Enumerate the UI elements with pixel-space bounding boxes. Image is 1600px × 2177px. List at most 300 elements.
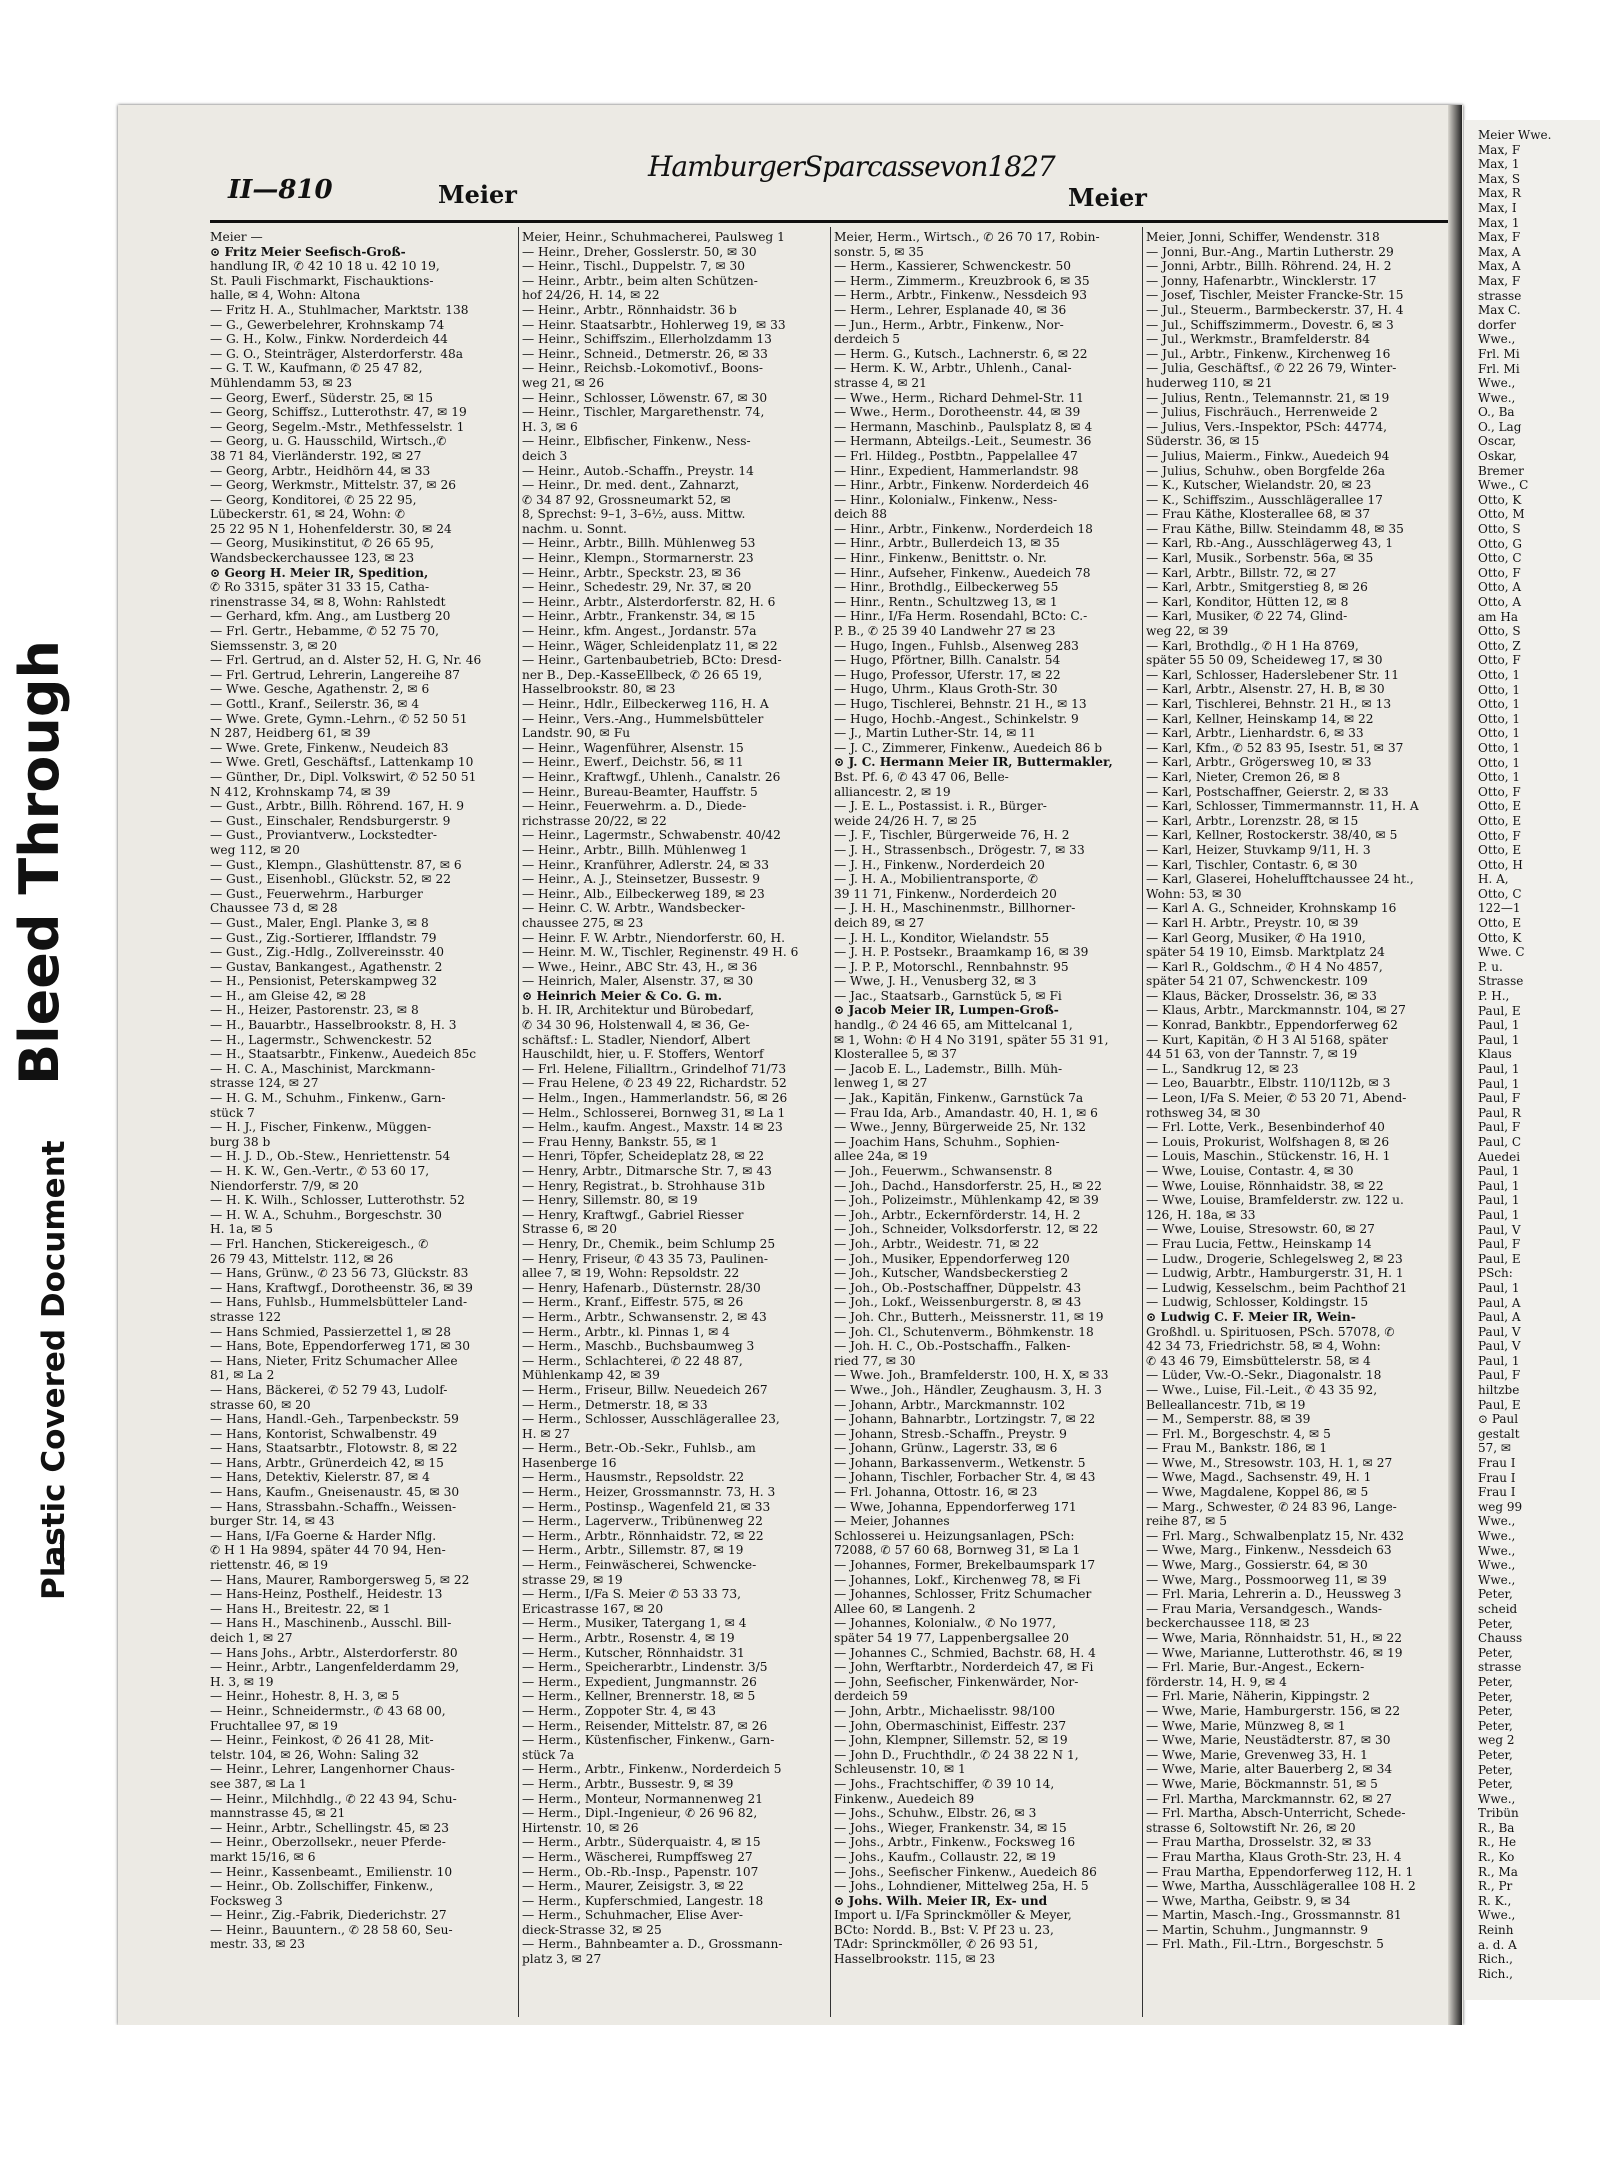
adjacent-page-entry: Otto, K xyxy=(1478,930,1522,945)
directory-entry: Chaussee 73 d, ✉ 28 xyxy=(210,901,338,916)
directory-entry: — Karl, Musiker, ✆ 22 74, Glind- xyxy=(1146,609,1348,624)
directory-entry: — Hans, Bäckerei, ✆ 52 79 43, Ludolf- xyxy=(210,1382,448,1397)
directory-entry: Fruchtallee 97, ✉ 19 xyxy=(210,1718,338,1733)
adjacent-page-entry: Peter, xyxy=(1478,1689,1513,1704)
directory-entry: — Johann, Arbtr., Marckmannstr. 102 xyxy=(834,1397,1066,1412)
adjacent-page-entry: Otto, F xyxy=(1478,828,1521,843)
directory-entry: — Wwe, Marg., Possmoorweg 11, ✉ 39 xyxy=(1146,1572,1387,1587)
directory-entry: — Wwe. Grete, Finkenw., Neudeich 83 xyxy=(210,740,449,755)
directory-entry: — Karl, Postschaffner, Geierstr. 2, ✉ 33 xyxy=(1146,784,1389,799)
directory-entry: — Herm., Detmerstr. 18, ✉ 33 xyxy=(522,1397,708,1412)
directory-entry: — Heinr. C. W. Arbtr., Wandsbecker- xyxy=(522,901,746,916)
adjacent-page-entry: Max, 1 xyxy=(1478,157,1520,172)
adjacent-page-entry: Otto, 1 xyxy=(1478,740,1520,755)
directory-entry: — Heinr., Hohestr. 8, H. 3, ✉ 5 xyxy=(210,1689,400,1704)
directory-entry: Großhdl. u. Spirituosen, PSch. 57078, ✆ xyxy=(1146,1324,1395,1339)
adjacent-page-entry: R., Ko xyxy=(1478,1850,1515,1865)
directory-entry: rinenstrasse 34, ✉ 8, Wohn: Rahlstedt xyxy=(210,594,446,609)
directory-entry: — Herm., Arbtr., Sillemstr. 87, ✉ 19 xyxy=(522,1543,744,1558)
directory-entry: — Joh. Cl., Schutenverm., Böhmkenstr. 18 xyxy=(834,1324,1094,1339)
bleed-through-label: Bleed Through xyxy=(8,640,71,1085)
directory-entry: — Heinr. F. W. Arbtr., Niendorferstr. 60, H. xyxy=(522,930,786,945)
directory-entry: — Herm., Schlachterei, ✆ 22 48 87, xyxy=(522,1353,743,1368)
directory-entry: — Johann, Bahnarbtr., Lortzingstr. 7, ✉ 22 xyxy=(834,1412,1096,1427)
directory-entry: — Herm., Arbtr., kl. Pinnas 1, ✉ 4 xyxy=(522,1324,730,1339)
directory-entry: — Hans Johs., Arbtr., Alsterdorferstr. 80 xyxy=(210,1645,458,1660)
adjacent-page-entry: Otto, 1 xyxy=(1478,682,1520,697)
adjacent-page-entry: Peter, xyxy=(1478,1704,1513,1719)
header-advertisement: HamburgerSparcassevon1827 xyxy=(648,150,1055,183)
directory-entry: — Hans, Staatsarbtr., Flotowstr. 8, ✉ 22 xyxy=(210,1441,458,1456)
directory-entry: — H. K. W., Gen.-Vertr., ✆ 53 60 17, xyxy=(210,1164,430,1178)
adjacent-page-entry: Paul, 1 xyxy=(1478,1280,1520,1295)
directory-entry: — Herm., Arbtr., Finkenw., Nessdeich 93 xyxy=(834,288,1087,303)
directory-entry: — Karl, Brothdlg., ✆ H 1 Ha 8769, xyxy=(1146,638,1359,653)
directory-entry: — Joh. Chr., Butterh., Meissnerstr. 11, ✉ 19 xyxy=(834,1309,1104,1324)
adjacent-page-entry: Otto, A xyxy=(1478,580,1522,595)
adjacent-page-entry: Otto, Z xyxy=(1478,638,1521,653)
directory-entry: Landstr. 90, ✉ Fu xyxy=(522,726,631,741)
adjacent-page-entry: Max, S xyxy=(1478,171,1521,186)
directory-entry: — Joh., Schneider, Volksdorferstr. 12, ✉ 22 xyxy=(834,1222,1099,1237)
directory-entry: Niendorferstr. 7/9, ✉ 20 xyxy=(210,1178,359,1193)
directory-entry: — Wwe. Gretl, Geschäftsf., Lattenkamp 10 xyxy=(210,755,474,770)
directory-entry: — Wwe., Heinr., ABC Str. 43, H., ✉ 36 xyxy=(522,959,758,974)
adjacent-page-entry: Frl. Mi xyxy=(1478,361,1520,376)
adjacent-page-entry: Rich., xyxy=(1478,1966,1513,1981)
directory-entry: — Herm., Kupferschmied, Langestr. 18 xyxy=(522,1893,764,1908)
directory-entry: — Hans, I/Fa Goerne & Harder Nflg. xyxy=(210,1528,437,1543)
adjacent-page-entry: Wwe., C xyxy=(1478,478,1529,493)
directory-column-1 xyxy=(210,230,516,1952)
directory-entry: — Wwe, Louise, Contastr. 4, ✉ 30 xyxy=(1146,1164,1354,1178)
directory-entry: — Helm., kaufm. Angest., Maxstr. 14 ✉ 23 xyxy=(522,1120,783,1135)
directory-entry: — Jul., Steuerm., Barmbeckerstr. 37, H. 4 xyxy=(1146,302,1404,317)
directory-entry: sonstr. 5, ✉ 35 xyxy=(834,244,924,259)
directory-entry: Hirtenstr. 10, ✉ 26 xyxy=(522,1820,639,1835)
adjacent-page-entry: Paul, 1 xyxy=(1478,1178,1520,1193)
directory-entry: — Wwe, Marie, Böckmannstr. 51, ✉ 5 xyxy=(1146,1776,1378,1791)
adjacent-page-entry: Wwe., xyxy=(1478,1529,1516,1543)
directory-entry: — Johs., Kaufm., Collaustr. 22, ✉ 19 xyxy=(834,1849,1056,1864)
adjacent-page-entry: dorfer xyxy=(1478,317,1516,332)
directory-entry: — Jacob E. L., Lademstr., Billh. Müh- xyxy=(834,1061,1063,1076)
directory-entry: hof 24/26, H. 14, ✉ 22 xyxy=(522,288,660,303)
directory-entry: — Hans, Kraftwgf., Dorotheenstr. 36, ✉ 39 xyxy=(210,1280,473,1295)
directory-entry: — Gust., Klempn., Glashüttenstr. 87, ✉ 6 xyxy=(210,857,462,872)
directory-entry: — J. H. P. Postsekr., Braamkamp 16, ✉ 39 xyxy=(834,945,1089,960)
directory-entry: — H., Pensionist, Peterskampweg 32 xyxy=(210,974,438,989)
directory-entry: — Frau M., Bankstr. 186, ✉ 1 xyxy=(1146,1441,1328,1456)
directory-entry: Hauschildt, hier, u. F. Stoffers, Wentorf xyxy=(522,1047,764,1062)
directory-entry: — Hinr., Brothdlg., Eilbeckerweg 55 xyxy=(834,580,1059,595)
adjacent-page-entry: Otto, F xyxy=(1478,784,1521,799)
directory-entry: — Wwe, Louise, Stresowstr. 60, ✉ 27 xyxy=(1146,1222,1375,1237)
directory-entry: strasse 6, Soltowstift Nr. 26, ✉ 20 xyxy=(1146,1820,1356,1835)
directory-entry: — Heinr., Bureau-Beamter, Hauffstr. 5 xyxy=(522,784,758,799)
directory-entry: — M., Semperstr. 88, ✉ 39 xyxy=(1146,1412,1311,1427)
directory-entry: — Martin, Schuhm., Jungmannstr. 9 xyxy=(1146,1922,1368,1937)
directory-entry: — J. C., Zimmerer, Finkenw., Auedeich 86 b xyxy=(834,740,1102,755)
directory-entry: — Helm., Ingen., Hammerlandstr. 56, ✉ 26 xyxy=(522,1091,788,1106)
directory-entry: — Gerhard, kfm. Ang., am Lustberg 20 xyxy=(210,609,451,624)
directory-entry: — Karl, Kellner, Heinskamp 14, ✉ 22 xyxy=(1146,711,1374,726)
adjacent-page-entry: am Ha xyxy=(1478,609,1518,624)
directory-entry: ried 77, ✉ 30 xyxy=(834,1353,916,1368)
directory-entry: H. 3, ✉ 19 xyxy=(210,1674,274,1689)
adjacent-page-entry: Paul, 1 xyxy=(1478,1193,1520,1208)
directory-entry: — Karl, Tischler, Contastr. 6, ✉ 30 xyxy=(1146,857,1358,872)
directory-entry: — Günther, Dr., Dipl. Volkswirt, ✆ 52 50 51 xyxy=(210,769,477,784)
adjacent-page-entry: Paul, F xyxy=(1478,1120,1521,1135)
directory-entry: ner B., Dep.-KasseEllbeck, ✆ 26 65 19, xyxy=(522,667,763,682)
directory-entry: — Julius, Vers.-Inspektor, PSch: 44774, xyxy=(1146,419,1388,434)
directory-entry: — H., am Gleise 42, ✉ 28 xyxy=(210,988,366,1003)
directory-entry: chaussee 275, ✉ 23 xyxy=(522,915,644,930)
directory-entry: — Wwe, J. H., Venusberg 32, ✉ 3 xyxy=(834,974,1037,989)
directory-entry: — Wwe, Johanna, Eppendorferweg 171 xyxy=(834,1499,1077,1514)
directory-entry: — Heinr., Schneidermstr., ✆ 43 68 00, xyxy=(210,1703,446,1718)
directory-entry: — Karl, Arbtr., Alsenstr. 27, H. B, ✉ 30 xyxy=(1146,682,1385,697)
directory-entry: — Jonny, Hafenarbtr., Wincklerstr. 17 xyxy=(1146,273,1377,288)
directory-entry: — Leon, I/Fa S. Meier, ✆ 53 20 71, Abend- xyxy=(1146,1091,1407,1106)
directory-entry: — Heinr., Elbfischer, Finkenw., Ness- xyxy=(522,434,751,449)
directory-entry: — Jak., Kapitän, Finkenw., Garnstück 7a xyxy=(834,1091,1084,1106)
directory-entry: BCto: Nordd. B., Bst: V. Pf 23 u. 23, xyxy=(834,1922,1054,1937)
directory-entry: — Heinr., Dr. med. dent., Zahnarzt, xyxy=(522,478,740,493)
directory-entry: Wohn: 53, ✉ 30 xyxy=(1146,886,1242,901)
directory-entry: stück 7a xyxy=(522,1747,575,1762)
directory-entry: — Henry, Hafenarb., Düsternstr. 28/30 xyxy=(522,1280,761,1295)
directory-entry: — Lüder, Vw.-O.-Sekr., Diagonalstr. 18 xyxy=(1146,1368,1382,1383)
directory-entry: — Herm., Heizer, Grossmannstr. 73, H. 3 xyxy=(522,1485,776,1500)
directory-entry: — Gust., Proviantverw., Lockstedter- xyxy=(210,828,437,843)
directory-entry: — Ludwig, Kesselschm., beim Pachthof 21 xyxy=(1146,1280,1408,1295)
adjacent-page-entry: Otto, S xyxy=(1478,624,1521,639)
directory-entry: 126, H. 18a, ✉ 33 xyxy=(1146,1207,1256,1222)
directory-entry: — Karl, Schlosser, Timmermannstr. 11, H. A xyxy=(1146,799,1419,814)
directory-entry: — Heinr., Ob. Zollschiffer, Finkenw., xyxy=(210,1879,434,1894)
adjacent-page-entry: Peter, xyxy=(1478,1718,1513,1733)
adjacent-page-entry: Wwe., xyxy=(1478,1558,1516,1573)
adjacent-page-entry: Wwe., xyxy=(1478,376,1516,391)
directory-entry: — Hinr., I/Fa Herm. Rosendahl, BCto: C.- xyxy=(834,609,1088,624)
adjacent-page-entry: Otto, 1 xyxy=(1478,697,1520,712)
directory-entry: — Hugo, Professor, Uferstr. 17, ✉ 22 xyxy=(834,667,1061,682)
directory-entry: — Joh., Arbtr., Weidestr. 71, ✉ 22 xyxy=(834,1236,1040,1251)
directory-entry: — Frau Lucia, Fettw., Heinskamp 14 xyxy=(1146,1236,1372,1251)
directory-entry: — Frl. Math., Fil.-Ltrn., Borgeschstr. 5 xyxy=(1146,1937,1384,1952)
directory-entry: — Herm., Musiker, Tatergang 1, ✉ 4 xyxy=(522,1616,747,1631)
directory-entry: Meier, Herm., Wirtsch., ✆ 26 70 17, Robin- xyxy=(834,230,1100,244)
directory-entry: — Johs., Arbtr., Finkenw., Focksweg 16 xyxy=(834,1835,1076,1850)
adjacent-page-entry: Peter, xyxy=(1478,1777,1513,1792)
directory-entry: — Herm., Kassierer, Schwenckestr. 50 xyxy=(834,259,1072,274)
adjacent-page-entry: R., Ma xyxy=(1478,1864,1518,1879)
directory-entry: riettenstr. 46, ✉ 19 xyxy=(210,1558,329,1573)
directory-entry: ✆ Ro 3315, später 31 33 15, Catha- xyxy=(210,580,430,595)
directory-entry: alliancestr. 2, ✉ 19 xyxy=(834,784,951,799)
directory-entry: — Heinr., Wäger, Schleidenplatz 11, ✉ 22 xyxy=(522,638,778,653)
adjacent-page-entry: Otto, H xyxy=(1478,857,1523,872)
directory-entry: — Herm., Küstenfischer, Finkenw., Garn- xyxy=(522,1733,775,1748)
directory-entry: — Herm. K. W., Arbtr., Uhlenh., Canal- xyxy=(834,361,1072,376)
directory-entry: St. Pauli Fischmarkt, Fischauktions- xyxy=(210,273,434,288)
directory-entry: weg 22, ✉ 39 xyxy=(1146,624,1229,639)
column-divider xyxy=(830,227,831,2017)
directory-entry: — Hinr., Rentn., Schultzweg 13, ✉ 1 xyxy=(834,594,1058,609)
directory-entry: — Herm., Friseur, Billw. Neuedeich 267 xyxy=(522,1382,768,1397)
directory-entry: handlung IR, ✆ 42 10 18 u. 42 10 19, xyxy=(210,259,440,274)
directory-entry: — Hans H., Maschinenb., Ausschl. Bill- xyxy=(210,1616,452,1631)
directory-entry: — Johs., Wieger, Frankenstr. 34, ✉ 15 xyxy=(834,1820,1067,1835)
directory-entry: — Hinr., Arbtr., Finkenw. Norderdeich 46 xyxy=(834,478,1089,493)
directory-entry: see 387, ✉ La 1 xyxy=(210,1776,307,1791)
directory-entry: — Heinr., Arbtr., Frankenstr. 34, ✉ 15 xyxy=(522,609,756,624)
directory-entry: — Wwe, Martha, Ausschlägerallee 108 H. 2 xyxy=(1146,1879,1416,1894)
directory-entry: — Karl Georg, Musiker, ✆ Ha 1910, xyxy=(1146,930,1366,945)
directory-entry: deich 89, ✉ 27 xyxy=(834,915,925,930)
adjacent-page-entry: a. d. A xyxy=(1478,1937,1517,1952)
directory-entry: — J. P. P., Motorschl., Rennbahnstr. 95 xyxy=(834,959,1069,974)
directory-entry: — Karl, Kellner, Rostockerstr. 38/40, ✉ 5 xyxy=(1146,828,1398,843)
directory-entry: — Henry, Kraftwgf., Gabriel Riesser xyxy=(522,1207,744,1222)
directory-entry: ⊙ Heinrich Meier & Co. G. m. xyxy=(522,988,723,1003)
directory-entry: förderstr. 14, H. 9, ✉ 4 xyxy=(1146,1674,1287,1689)
adjacent-page-entry: weg 2 xyxy=(1478,1733,1515,1748)
directory-entry: — Herm., Kutscher, Rönnhaidstr. 31 xyxy=(522,1645,745,1660)
directory-entry: — Hinr., Aufseher, Finkenw., Auedeich 78 xyxy=(834,565,1091,580)
adjacent-page-entry: Paul, F xyxy=(1478,1368,1521,1383)
directory-entry: — Wwe. Gesche, Agathenstr. 2, ✉ 6 xyxy=(210,682,430,697)
directory-entry: — Johann, Barkassenverm., Wetkenstr. 5 xyxy=(834,1455,1086,1470)
directory-entry: — Herm., Betr.-Ob.-Sekr., Fuhlsb., am xyxy=(522,1441,756,1456)
directory-entry: derdeich 5 xyxy=(834,332,901,347)
directory-entry: — Joh., Dachd., Hansdorferstr. 25, H., ✉ 22 xyxy=(834,1178,1102,1193)
directory-entry: 38 71 84, Vierländerstr. 192, ✉ 27 xyxy=(210,448,422,463)
directory-entry: — Herm., Reisender, Mittelstr. 87, ✉ 26 xyxy=(522,1718,768,1733)
directory-entry: Bst. Pf. 6, ✆ 43 47 06, Belle- xyxy=(834,769,1009,784)
directory-entry: H. 3, ✉ 6 xyxy=(522,419,578,434)
directory-entry: — Johs., Schuhw., Elbstr. 26, ✉ 3 xyxy=(834,1806,1037,1821)
directory-entry: — Heinr., Arbtr., Rönnhaidstr. 36 b xyxy=(522,302,737,317)
directory-entry: — Jac., Staatsarb., Garnstück 5, ✉ Fi xyxy=(834,988,1062,1003)
directory-entry: — Heinr., Kranführer, Adlerstr. 24, ✉ 33 xyxy=(522,857,770,872)
directory-entry: — Frl. Marie, Bur.-Angest., Eckern- xyxy=(1146,1660,1365,1675)
directory-entry: später 54 19 77, Lappenbergsallee 20 xyxy=(834,1631,1069,1645)
directory-entry: — Heinrich, Maler, Alsenstr. 37, ✉ 30 xyxy=(522,974,754,989)
directory-entry: — Wwe, Marg., Gossierstr. 64, ✉ 30 xyxy=(1146,1558,1368,1573)
adjacent-page-entry: Paul, F xyxy=(1478,1091,1521,1106)
directory-entry: — Johann, Grünw., Lagerstr. 33, ✉ 6 xyxy=(834,1441,1058,1456)
directory-entry: — Herm., Wäscherei, Rumpffsweg 27 xyxy=(522,1849,753,1864)
adjacent-page-entry: Rich., xyxy=(1478,1952,1513,1967)
directory-entry: ⊙ Ludwig C. F. Meier IR, Wein- xyxy=(1146,1309,1356,1324)
directory-entry: — Johs., Seefischer Finkenw., Auedeich 86 xyxy=(834,1864,1097,1879)
directory-entry: — Gust., Arbtr., Billh. Röhrend. 167, H. 9 xyxy=(210,799,465,814)
adjacent-page-entry: Paul, C xyxy=(1478,1134,1522,1149)
directory-entry: — Frl. Martha, Absch-Unterricht, Schede- xyxy=(1146,1806,1406,1821)
directory-entry: — H. J. D., Ob.-Stew., Henriettenstr. 54 xyxy=(210,1149,451,1164)
directory-entry: — Hinr., Arbtr., Finkenw., Norderdeich 18 xyxy=(834,521,1093,536)
directory-entry: — J. H. A., Mobilientransporte, ✆ xyxy=(834,872,1039,887)
directory-entry: ⊙ Jacob Meier IR, Lumpen-Groß- xyxy=(834,1003,1059,1018)
adjacent-page-entry: Paul, 1 xyxy=(1478,1207,1520,1222)
directory-entry: — Herm., Lehrer, Esplanade 40, ✉ 36 xyxy=(834,302,1067,317)
adjacent-page-entry: Strasse xyxy=(1478,974,1524,989)
directory-entry: — Karl R., Goldschm., ✆ H 4 No 4857, xyxy=(1146,959,1383,974)
directory-entry: — Julius, Fischräuch., Herrenweide 2 xyxy=(1146,405,1378,420)
directory-entry: — Gust., Zig.-Hdlg., Zollvereinsstr. 40 xyxy=(210,945,444,960)
directory-entry: — Wwe., Joh., Händler, Zeughausm. 3, H. 3 xyxy=(834,1382,1102,1397)
directory-entry: — Herm., Arbtr., Bussestr. 9, ✉ 39 xyxy=(522,1776,734,1791)
adjacent-page-entry: R., Pr xyxy=(1478,1879,1513,1894)
adjacent-page-entry: Paul, F xyxy=(1478,1237,1521,1252)
directory-entry: — J. F., Tischler, Bürgerweide 76, H. 2 xyxy=(834,828,1070,843)
directory-entry: — Hans, Bote, Eppendorferweg 171, ✉ 30 xyxy=(210,1339,470,1354)
directory-entry: — Hans Schmied, Passierzettel 1, ✉ 28 xyxy=(210,1324,452,1339)
directory-entry: — Herm., Kellner, Brennerstr. 18, ✉ 5 xyxy=(522,1689,756,1704)
directory-entry: — Herm., Arbtr., Schwansenstr. 2, ✉ 43 xyxy=(522,1309,767,1324)
page-gutter xyxy=(1448,105,1462,2025)
directory-entry: — Wwe, Louise, Bramfelderstr. zw. 122 u. xyxy=(1146,1193,1404,1208)
directory-entry: — Joh., Musiker, Eppendorferweg 120 xyxy=(834,1251,1070,1266)
directory-entry: ✉ 1, Wohn: ✆ H 4 No 3191, später 55 31 91, xyxy=(834,1032,1109,1047)
directory-entry: — Heinr., Oberzollsekr., neuer Pferde- xyxy=(210,1835,446,1850)
directory-entry: — Julius, Schuhw., oben Borgfelde 26a xyxy=(1146,463,1386,478)
directory-entry: — Heinr., Schiffszim., Ellerholzdamm 13 xyxy=(522,332,772,347)
adjacent-page-entry: Wwe., xyxy=(1478,332,1516,347)
directory-entry: — Martin, Masch.-Ing., Grossmannstr. 81 xyxy=(1146,1908,1402,1923)
directory-entry: — Gust., Maler, Engl. Planke 3, ✉ 8 xyxy=(210,915,429,930)
directory-entry: strasse 60, ✉ 20 xyxy=(210,1397,311,1412)
directory-entry: — Karl H. Arbtr., Preystr. 10, ✉ 39 xyxy=(1146,915,1359,930)
adjacent-page-entry: Paul, 1 xyxy=(1478,1062,1520,1076)
adjacent-page-entry: Max, I xyxy=(1478,200,1517,215)
directory-entry: — Herm., Schuhmacher, Elise Aver- xyxy=(522,1908,743,1923)
adjacent-page-entry: Paul, A xyxy=(1478,1310,1521,1325)
adjacent-page-entry: Otto, E xyxy=(1478,843,1522,858)
directory-entry: — Herm., Dipl.-Ingenieur, ✆ 26 96 82, xyxy=(522,1806,758,1821)
directory-entry: — Herm., Ob.-Rb.-Insp., Papenstr. 107 xyxy=(522,1864,759,1879)
directory-entry: später 54 21 07, Schwenckestr. 109 xyxy=(1146,974,1368,989)
directory-entry: deich 3 xyxy=(522,448,568,463)
adjacent-page-entry: Wwe., xyxy=(1478,1514,1516,1529)
adjacent-page-entry: O., Lag xyxy=(1478,419,1522,434)
directory-entry: — Hans-Heinz, Posthelf., Heidestr. 13 xyxy=(210,1587,443,1602)
directory-entry: — Hans H., Breitestr. 22, ✉ 1 xyxy=(210,1601,391,1616)
directory-entry: — Helm., Schlosserei, Bornweg 31, ✉ La 1 xyxy=(522,1105,786,1120)
directory-entry: — Karl, Tischlerei, Behnstr. 21 H., ✉ 13 xyxy=(1146,697,1392,711)
directory-entry: — Herm., Postinsp., Wagenfeld 21, ✉ 33 xyxy=(522,1499,771,1514)
directory-entry: — Joh., Arbtr., Eckernförderstr. 14, H. 2 xyxy=(834,1207,1081,1222)
directory-column-4 xyxy=(1146,230,1452,1952)
adjacent-page-entry: Paul, V xyxy=(1478,1324,1521,1339)
directory-entry: — G. O., Steinträger, Alsterdorferstr. 48a xyxy=(210,346,464,361)
directory-entry: — Wwe., Luise, Fil.-Leit., ✆ 43 35 92, xyxy=(1146,1382,1378,1397)
adjacent-page-entry: Peter, xyxy=(1478,1674,1513,1689)
directory-entry: — Heinr., Alb., Eilbeckerweg 189, ✉ 23 xyxy=(522,886,765,901)
directory-entry: beckerchaussee 118, ✉ 23 xyxy=(1146,1616,1310,1631)
directory-entry: — Fritz H. A., Stuhlmacher, Marktstr. 138 xyxy=(210,302,469,317)
directory-entry: H. 1a, ✉ 5 xyxy=(210,1222,273,1237)
adjacent-page-entry: Peter, xyxy=(1478,1747,1513,1762)
adjacent-page-entry: Wwe., xyxy=(1478,1543,1516,1558)
adjacent-page-entry: Frl. Mi xyxy=(1478,346,1520,361)
directory-entry: — John, Werftarbtr., Norderdeich 47, ✉ Fi xyxy=(834,1660,1094,1675)
adjacent-page-entry: Otto, K xyxy=(1478,492,1522,507)
directory-entry: — Karl, Kfm., ✆ 52 83 95, Isestr. 51, ✉ 37 xyxy=(1146,740,1404,755)
directory-entry: — Gustav, Bankangest., Agathenstr. 2 xyxy=(210,959,443,974)
directory-entry: — Frau Martha, Drosselstr. 32, ✉ 33 xyxy=(1146,1835,1372,1850)
directory-entry: — Hugo, Uhrm., Klaus Groth-Str. 30 xyxy=(834,682,1058,697)
adjacent-page-entry: Otto, 1 xyxy=(1478,667,1520,682)
adjacent-page-entry: Otto, 1 xyxy=(1478,770,1520,785)
directory-entry: — Frl. Marg., Schwalbenplatz 15, Nr. 432 xyxy=(1146,1528,1405,1543)
adjacent-page-entry: Oscar, xyxy=(1478,434,1517,449)
adjacent-page-fragment xyxy=(1464,120,1600,2000)
directory-entry: — Gottl., Kranf., Seilerstr. 36, ✉ 4 xyxy=(210,697,420,711)
directory-entry: — Georg, Schiffsz., Lutterothstr. 47, ✉ 19 xyxy=(210,405,467,420)
directory-entry: — Meier, Johannes xyxy=(834,1514,950,1529)
directory-entry: rothsweg 34, ✉ 30 xyxy=(1146,1105,1261,1120)
directory-entry: mannstrasse 45, ✉ 21 xyxy=(210,1806,346,1821)
directory-entry: ⊙ Johs. Wilh. Meier IR, Ex- und xyxy=(834,1893,1048,1908)
directory-entry: — Louis, Prokurist, Wolfshagen 8, ✉ 26 xyxy=(1146,1134,1390,1149)
directory-entry: — Klaus, Bäcker, Drosselstr. 36, ✉ 33 xyxy=(1146,988,1377,1003)
adjacent-page-entry: P. H., xyxy=(1478,989,1510,1004)
directory-entry: Schlosserei u. Heizungsanlagen, PSch: xyxy=(834,1528,1075,1543)
directory-entry: H. ✉ 27 xyxy=(522,1426,570,1441)
directory-entry: — Herm., Feinwäscherei, Schwencke- xyxy=(522,1558,757,1573)
directory-entry: — Heinr., Vers.-Ang., Hummelsbütteler xyxy=(522,711,764,726)
directory-entry: 44 51 63, von der Tannstr. 7, ✉ 19 xyxy=(1146,1047,1358,1062)
directory-entry: — Joh., Polizeimstr., Mühlenkamp 42, ✉ 39 xyxy=(834,1193,1099,1208)
directory-entry: — Johs., Frachtschiffer, ✆ 39 10 14, xyxy=(834,1776,1055,1791)
directory-entry: ⊙ Fritz Meier Seefisch-Groß- xyxy=(210,244,406,259)
directory-entry: TAdr: Sprinckmöller, ✆ 26 93 51, xyxy=(834,1937,1039,1952)
directory-entry: — Frau Ida, Arb., Amandastr. 40, H. 1, ✉ 6 xyxy=(834,1105,1098,1120)
directory-entry: — Gust., Einschaler, Rendsburgerstr. 9 xyxy=(210,813,451,828)
directory-entry: — Hermann, Abteilgs.-Leit., Seumestr. 36 xyxy=(834,434,1092,449)
adjacent-page-entry: Peter, xyxy=(1478,1762,1513,1777)
directory-entry: — Herm., Arbtr., Rosenstr. 4, ✉ 19 xyxy=(522,1631,735,1645)
adjacent-page-entry: Oskar, xyxy=(1478,449,1517,464)
directory-entry: handlg., ✆ 24 46 65, am Mittelcanal 1, xyxy=(834,1018,1073,1033)
directory-entry: Mühlendamm 53, ✉ 23 xyxy=(210,375,353,390)
directory-entry: — Karl, Musik., Sorbenstr. 56a, ✉ 35 xyxy=(1146,551,1374,566)
adjacent-page-entry: Wwe., xyxy=(1478,1908,1516,1923)
directory-entry: N 287, Heidberg 61, ✉ 39 xyxy=(210,726,371,741)
directory-entry: — Heinr., Kassenbeamt., Emilienstr. 10 xyxy=(210,1864,453,1879)
directory-entry: — Johannes, Schlosser, Fritz Schumacher xyxy=(834,1587,1092,1602)
directory-entry: — Frl. Martha, Marckmannstr. 62, ✉ 27 xyxy=(1146,1791,1392,1806)
directory-entry: Wandsbeckerchaussee 123, ✉ 23 xyxy=(210,551,415,566)
plastic-covered-label: Plastic Covered Document xyxy=(36,1140,72,1600)
directory-entry: — Heinr., Tischler, Margarethenstr. 74, xyxy=(522,405,765,420)
directory-entry: — Herm., Hausmstr., Repsoldstr. 22 xyxy=(522,1470,745,1485)
directory-entry: deich 1, ✉ 27 xyxy=(210,1631,293,1645)
adjacent-page-entry: Wwe. C xyxy=(1478,945,1525,960)
adjacent-page-entry: Otto, A xyxy=(1478,595,1522,609)
directory-entry: — Hans, Kontorist, Schwalbenstr. 49 xyxy=(210,1426,438,1441)
directory-entry: — Karl, Glaserei, Hohelufftchaussee 24 ht., xyxy=(1146,872,1414,887)
adjacent-page-entry: H. A, xyxy=(1478,872,1509,887)
directory-entry: — Heinr., Ewerf., Deichstr. 56, ✉ 11 xyxy=(522,755,744,770)
directory-entry: — Frl. Gertrud, Lehrerin, Langereihe 87 xyxy=(210,667,461,682)
directory-entry: — Hugo, Ingen., Fuhlsb., Alsenweg 283 xyxy=(834,638,1079,653)
directory-entry: weg 21, ✉ 26 xyxy=(522,375,605,390)
